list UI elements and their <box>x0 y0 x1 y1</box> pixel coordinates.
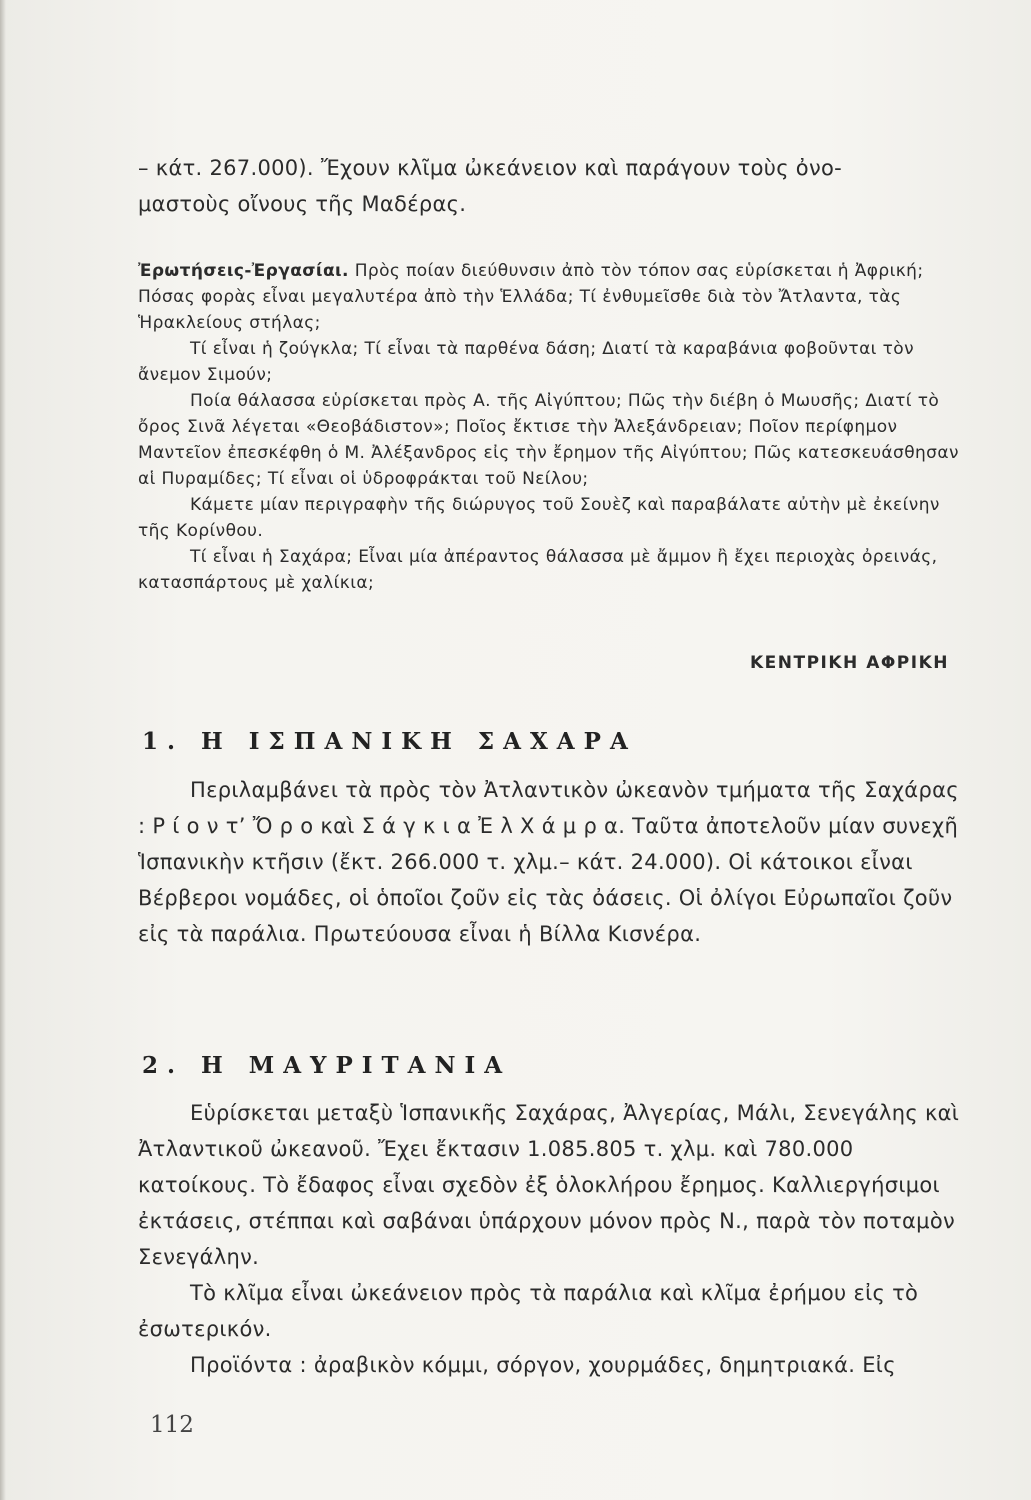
section-1-heading: 1. Η ΙΣΠΑΝΙΚΗ ΣΑΧΑΡΑ <box>142 728 637 755</box>
intro-paragraph <box>138 150 968 222</box>
section-2-paragraph-3: Προϊόντα : ἀραβικὸν κόμμι, σόργον, χουρμάδες, δημητριακά. Εἰς <box>190 1353 896 1377</box>
question-paragraph-2: Τί εἶναι ἡ ζούγκλα; Τί εἶναι τὰ παρθένα δάση; Διατί τὰ καραβάνια φοβοῦνται τὸν ἄνεμον Σιμούν; <box>138 339 914 385</box>
page-crease <box>0 0 6 1500</box>
questions-block <box>138 258 960 596</box>
question-paragraph-1: Πρὸς ποίαν διεύθυνσιν ἀπὸ τὸν τόπον σας εὑρίσκεται ἡ Ἀφρική; Πόσας φορὰς εἶναι μεγαλυτέρα ἀπὸ τὴν Ἑλλάδα; Τί ἐνθυμεῖσθε διὰ τὸν Ἄτλαντα, τὰς Ἡρακλείους στήλας; <box>138 261 924 333</box>
section-2-heading: 2. Η ΜΑΥΡΙΤΑΝΙΑ <box>142 1052 512 1079</box>
intro-line-1: – κάτ. 267.000). Ἔχουν κλῖμα ὠκεάνειον καὶ παράγουν τοὺς ὀνο- <box>138 156 842 180</box>
section-1-body <box>138 772 964 952</box>
page-number: 112 <box>150 1412 194 1438</box>
questions-label: Ἐρωτήσεις-Ἐργασίαι. <box>138 261 349 281</box>
section-2-paragraph-1: Εὑρίσκεται μεταξὺ Ἱσπανικῆς Σαχάρας, Ἀλγερίας, Μάλι, Σενεγάλης καὶ Ἀτλαντικοῦ ὠκεανοῦ. Ἔχει ἔκτασιν 1.085.805 τ. χλμ. καὶ 780.000 κατοίκους. Τὸ ἔδαφος εἶναι σχεδὸν ἐξ ὁλοκλήρου ἔρημος. Καλλιεργήσιμοι ἐκτάσεις, στέππαι καὶ σαβάναι ὑπάρχουν μόνον πρὸς Ν., παρὰ τὸν ποταμὸν Σενεγάλην. <box>138 1101 960 1269</box>
section-2-body <box>138 1095 964 1383</box>
section-subtitle: ΚΕΝΤΡΙΚΗ ΑΦΡΙΚΗ <box>749 653 949 673</box>
intro-line-2: μαστοὺς οἴνους τῆς Μαδέρας. <box>138 192 467 216</box>
question-paragraph-3: Ποία θάλασσα εὑρίσκεται πρὸς Α. τῆς Αἰγύπτου; Πῶς τὴν διέβη ὁ Μωυσῆς; Διατί τὸ ὄρος Σινᾶ λέγεται «Θεοβάδιστον»; Ποῖος ἔκτισε τὴν Ἀλεξάνδρειαν; Ποῖον περίφημον Μαντεῖον ἐπεσκέφθη ὁ Μ. Ἀλέξανδρος εἰς τὴν ἔρημον τῆς Αἰγύπτου; Πῶς κατεσκευάσθησαν αἱ Πυραμίδες; Τί εἶναι οἱ ὑδροφράκται τοῦ Νείλου; <box>138 391 959 489</box>
section-2-paragraph-2: Τὸ κλῖμα εἶναι ὠκεάνειον πρὸς τὰ παράλια καὶ κλῖμα ἐρήμου εἰς τὸ ἐσωτερικόν. <box>138 1281 919 1341</box>
section-1-paragraph: Περιλαμβάνει τὰ πρὸς τὸν Ἀτλαντικὸν ὠκεανὸν τμήματα τῆς Σαχάρας : Ρ ί ο ν τ’ Ὄ ρ ο καὶ Σ ά γ κ ι α Ἐ λ Χ ά μ ρ α. Ταῦτα ἀποτελοῦν μίαν συνεχῆ Ἱσπανικὴν κτῆσιν (ἔκτ. 266.000 τ. χλμ.– κάτ. 24.000). Οἱ κάτοικοι εἶναι Βέρβεροι νομάδες, οἱ ὁποῖοι ζοῦν εἰς τὰς ὀάσεις. Οἱ ὀλίγοι Εὐρωπαῖοι ζοῦν εἰς τὰ παράλια. Πρωτεύουσα εἶναι ἡ Βίλλα Κισνέρα. <box>138 778 959 946</box>
question-paragraph-4: Κάμετε μίαν περιγραφὴν τῆς διώρυγος τοῦ Σουὲζ καὶ παραβάλατε αὐτὴν μὲ ἐκείνην τῆς Κορίνθου. <box>138 495 940 541</box>
question-paragraph-5: Τί εἶναι ἡ Σαχάρα; Εἶναι μία ἀπέραντος θάλασσα μὲ ἄμμον ἢ ἔχει περιοχὰς ὀρεινάς, κατασπάρτους μὲ χαλίκια; <box>138 547 938 593</box>
